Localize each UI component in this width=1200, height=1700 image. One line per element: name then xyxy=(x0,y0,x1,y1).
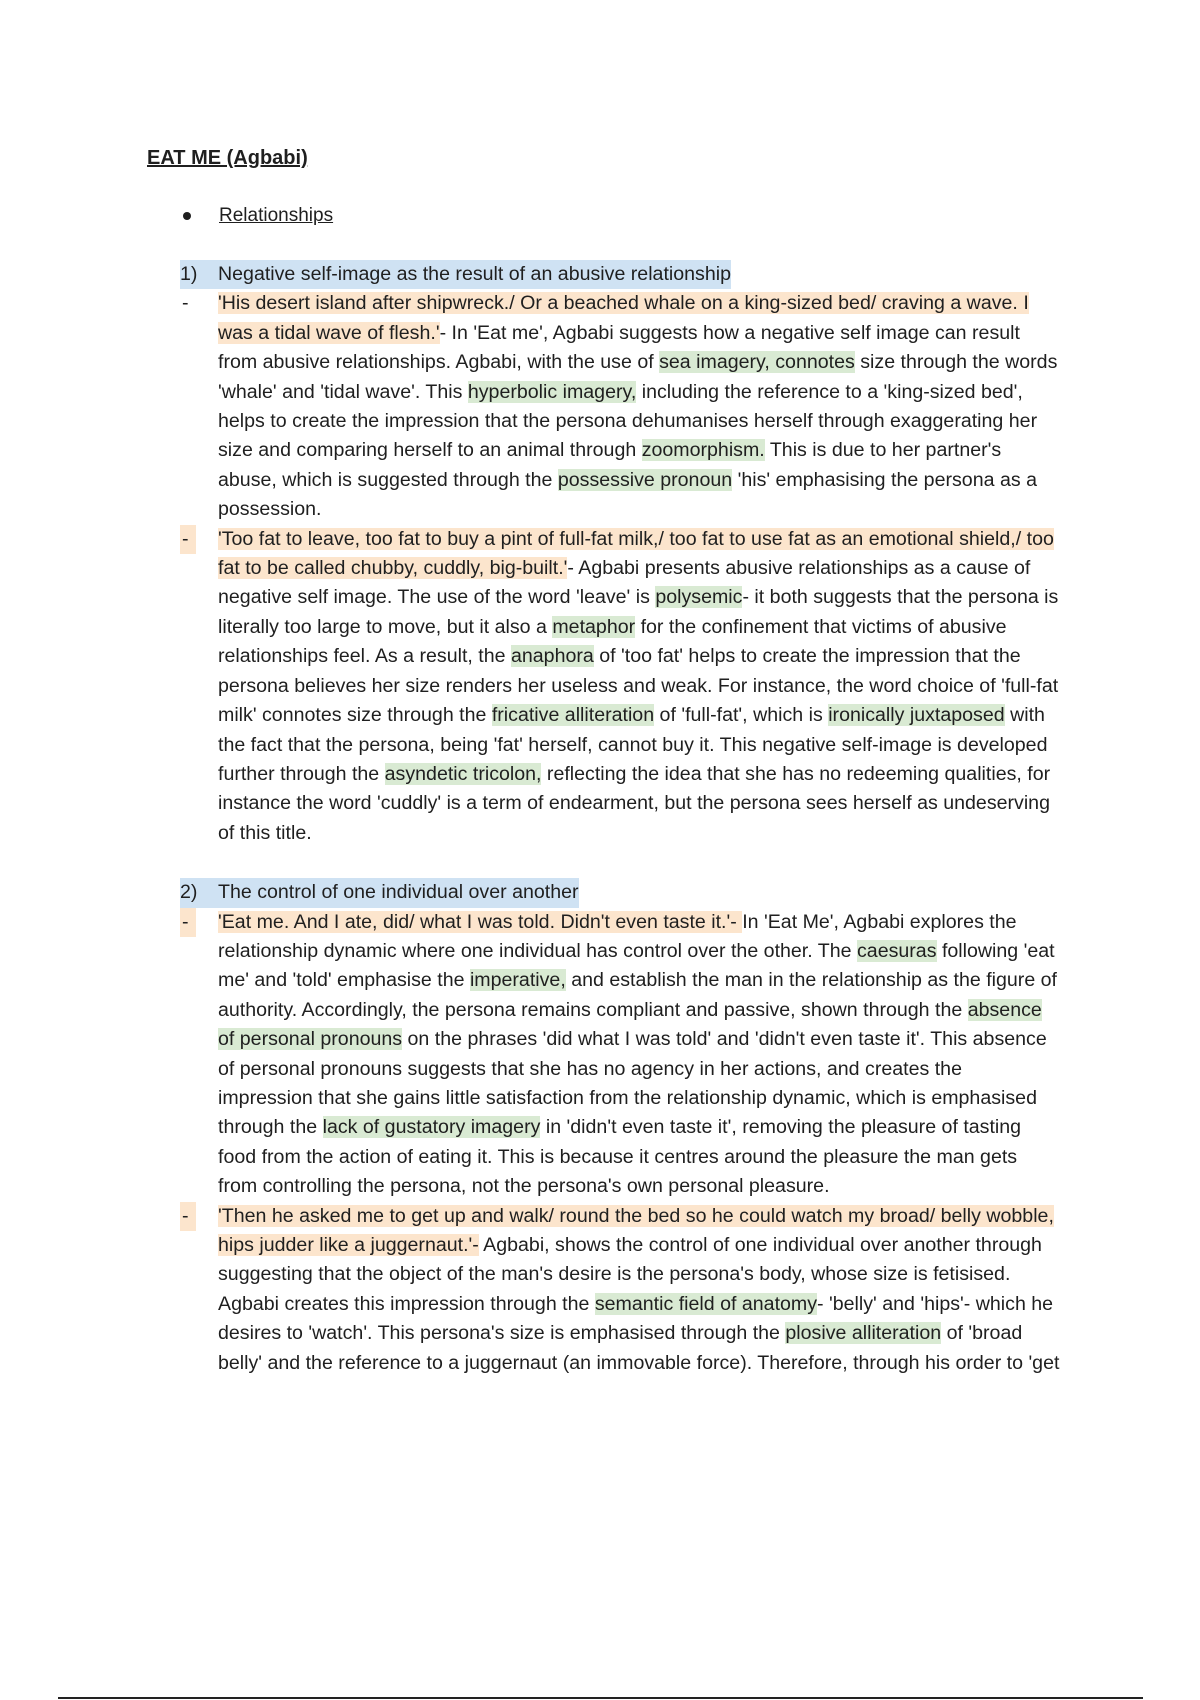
page-bottom-rule xyxy=(58,1697,1143,1699)
technique-term: zoomorphism. xyxy=(641,439,765,462)
section-gap xyxy=(180,848,1060,878)
analysis-entry xyxy=(180,525,1060,848)
analysis-content xyxy=(180,260,1060,1378)
analysis-text: in 'didn't even taste it', removing the pleasure of tasting food from the action of eating it. This is because it centres around the pleasure the man gets from controlling the persona, not the persona's own personal pleasure. xyxy=(218,1116,1022,1198)
analysis-text: of 'too fat' helps to create the impression that the persona believes her size renders her useless and weak. For instance, the word choice of 'full-fat milk' connotes size through the xyxy=(218,645,1059,727)
technique-term: metaphor xyxy=(552,615,636,638)
technique-term: possessive pronoun xyxy=(557,468,733,491)
technique-term: hyperbolic imagery, xyxy=(467,380,637,403)
technique-term: lack of gustatory imagery xyxy=(322,1116,541,1139)
analysis-text: and establish the man in the relationship as the figure of authority. Accordingly, the persona remains compliant and passive, shown through the xyxy=(218,969,1058,1021)
analysis-text: Agbabi, shows the control of one individual over another through suggesting that the object of the man's desire is the persona's body, whose size is fetisised. Agbabi creates this impression through the xyxy=(218,1234,1042,1315)
dash-marker: - xyxy=(180,525,196,554)
technique-term: anaphora xyxy=(510,645,594,668)
analysis-text: with the fact that the persona, being 'fat' herself, cannot buy it. This negative self-image is developed further through the xyxy=(218,704,1048,785)
technique-term: fricative alliteration xyxy=(491,704,655,727)
quotation-text: 'Too fat to leave, too fat to buy a pint of full-fat milk,/ too fat to use fat as an emotional shield,/ too fat to be called chubby, cuddly, big-built.' xyxy=(218,527,1054,580)
quotation-text: 'His desert island after shipwreck./ Or a beached whale on a king-sized bed/ craving a wave. I was a tidal wave of flesh.' xyxy=(218,292,1029,344)
document-title: EAT ME (Agbabi) xyxy=(147,147,308,169)
analysis-text: reflecting the idea that she has no redeeming qualities, for instance the word 'cuddly' is a term of endearment, but the persona sees herself as undeserving of this title. xyxy=(218,762,1051,844)
analysis-text: size through the words 'whale' and 'tidal wave'. This xyxy=(218,351,1058,403)
analysis-entry xyxy=(180,289,1060,524)
analysis-text: 'his' emphasising the persona as a possession. xyxy=(218,468,1037,521)
technique-term: ironically juxtaposed xyxy=(828,704,1005,727)
technique-term: caesuras xyxy=(857,939,937,962)
analysis-text: - In 'Eat me', Agbabi suggests how a negative self image can result from abusive relationships. Agbabi, with the use of xyxy=(218,321,1020,374)
analysis-text: of 'full-fat', which is xyxy=(654,704,829,727)
quotation-text: 'Eat me. And I ate, did/ what I was told. Didn't even taste it.'- xyxy=(218,910,743,933)
theme-bullet xyxy=(183,203,333,229)
quotation-text: 'Then he asked me to get up and walk/ round the bed so he could watch my broad/ belly wobble, hips judder like a juggernaut.'- xyxy=(218,1204,1054,1256)
section-heading-text: Negative self-image as the result of an abusive relationship xyxy=(218,260,731,289)
analysis-text: - it both suggests that the persona is literally too large to move, but it also a xyxy=(218,586,1059,638)
section-number: 2) xyxy=(180,878,218,907)
section-heading-text: The control of one individual over another xyxy=(218,878,579,907)
analysis-text: of 'broad belly' and the reference to a juggernaut (an immovable force). Therefore, through his order to 'get xyxy=(218,1322,1060,1374)
technique-term: polysemic xyxy=(655,586,743,609)
dash-marker: - xyxy=(180,1202,196,1231)
section-heading xyxy=(180,260,1060,289)
analysis-text: - 'belly' and 'hips'- which he desires to 'watch'. This persona's size is emphasised through the xyxy=(218,1292,1054,1345)
section-heading xyxy=(180,878,1060,907)
technique-term: absence of personal pronouns xyxy=(218,998,1042,1051)
technique-term: imperative, xyxy=(469,969,566,992)
analysis-text: on the phrases 'did what I was told' and 'didn't even taste it'. This absence of personal pronouns suggests that she has no agency in her actions, and creates the impression that she gains little satisfaction from the relationship dynamic, which is emphasised through the xyxy=(218,1028,1047,1139)
dash-marker: - xyxy=(180,908,196,937)
section-number: 1) xyxy=(180,260,218,289)
analysis-text: - Agbabi presents abusive relationships as a cause of negative self image. The use of the word 'leave' is xyxy=(218,557,1031,609)
bullet-icon xyxy=(183,212,191,220)
analysis-text: including the reference to a 'king-sized bed', helps to create the impression that the persona dehumanises herself through exaggerating her size and comparing herself to an animal through xyxy=(218,380,1038,462)
analysis-text: This is due to her partner's abuse, which is suggested through the xyxy=(218,439,1002,491)
analysis-text: following 'eat me' and 'told' emphasise the xyxy=(218,939,1055,992)
analysis-text: In 'Eat Me', Agbabi explores the relationship dynamic where one individual has control over the other. The xyxy=(218,910,1017,962)
technique-term: semantic field of anatomy xyxy=(594,1292,818,1315)
dash-marker: - xyxy=(182,292,189,315)
technique-term: plosive alliteration xyxy=(785,1322,942,1345)
theme-label: Relationships xyxy=(219,205,334,226)
analysis-entry xyxy=(180,1202,1060,1378)
technique-term: sea imagery, connotes xyxy=(659,351,855,374)
analysis-entry xyxy=(180,908,1060,1202)
analysis-text: for the confinement that victims of abusive relationships feel. As a result, the xyxy=(218,615,1007,668)
technique-term: asyndetic tricolon, xyxy=(384,762,542,785)
